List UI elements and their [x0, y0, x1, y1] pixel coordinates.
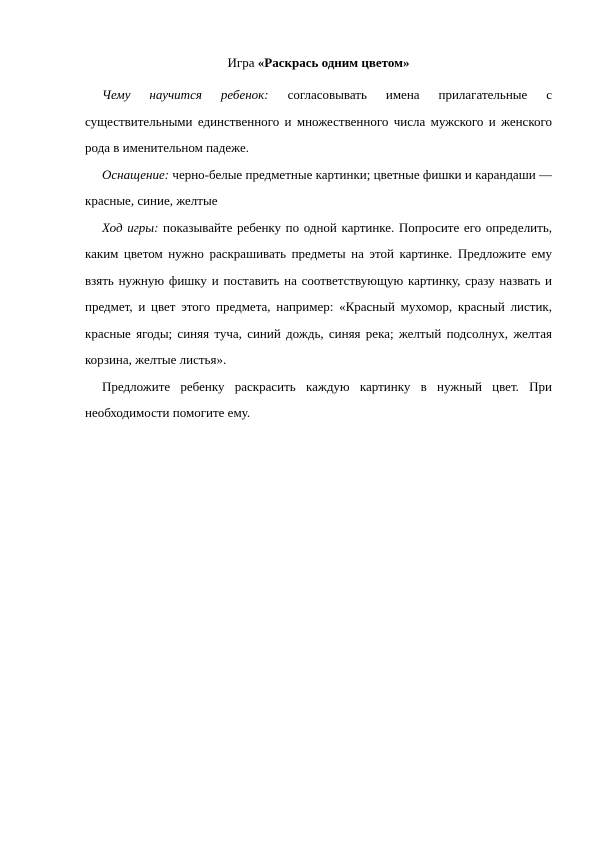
paragraph-game-procedure	[85, 215, 552, 374]
paragraph-text: согласовывать имена прилагательные с существительными единственного и множественного числа мужского и женского рода в именительном падеже.	[85, 87, 553, 155]
paragraph-text: Предложите ребенку раскрасить каждую картинку в нужный цвет. При необходимости помогите ему.	[85, 378, 552, 420]
paragraph-label: Ход игры:	[102, 219, 159, 235]
paragraph-label: Оснащение:	[102, 166, 170, 182]
title-game-name: «Раскрась одним цветом»	[257, 55, 410, 70]
paragraph-learning-goal	[85, 82, 552, 162]
document-title	[85, 54, 552, 71]
paragraph-text: черно-белые предметные картинки; цветные фишки и карандаши — красные, синие, желтые	[85, 166, 552, 208]
title-prefix: Игра	[227, 55, 258, 70]
document-page	[85, 54, 552, 427]
paragraph-label: Чему научится ребенок:	[102, 87, 269, 102]
paragraph-final-instruction	[85, 374, 552, 427]
paragraph-text: показывайте ребенку по одной картинке. Попросите его определить, каким цветом нужно раскрашивать предметы на этой картинке. Предложите ему взять нужную фишку и поставить на соответствующую картинку, сразу назвать и предмет, и цвет этого предмета, например: «Красный мухомор, красный листик, красные ягоды; синяя туча, синий дождь, синяя река; желтый подсолнух, желтая корзина, желтые листья».	[85, 219, 552, 367]
paragraph-equipment	[85, 162, 552, 215]
